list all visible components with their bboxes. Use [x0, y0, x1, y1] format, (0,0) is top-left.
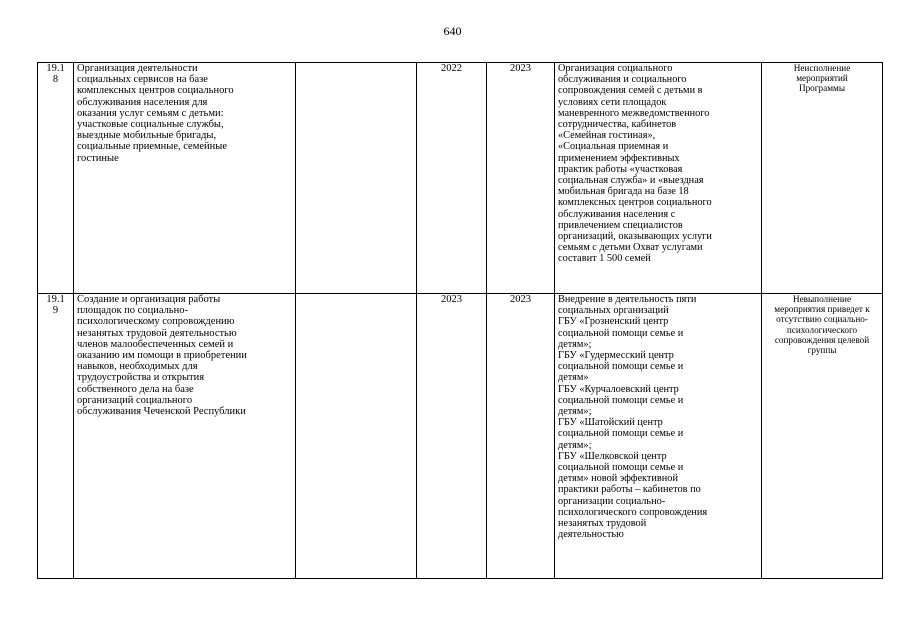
- expected-result-line: социальных организаций: [558, 305, 669, 317]
- measure-name-line: Создание и организация работы: [77, 294, 221, 305]
- expected-result-line: социальная служба» и «выездная: [558, 175, 704, 187]
- measure-name-line: выездные мобильные бригады,: [77, 130, 217, 142]
- expected-result-line: ГБУ «Шелковской центр: [558, 450, 667, 462]
- measure-name-line: трудоустройства и открытия: [77, 372, 205, 384]
- measure-name-line: гостиные: [77, 152, 119, 164]
- measure-name-line: комплексных центров социального: [77, 85, 234, 97]
- expected-result-line: социальной помощи семье и: [558, 394, 684, 406]
- expected-result-line: детям»;: [558, 338, 592, 350]
- expected-result-line: ГБУ «Курчалоевский центр: [558, 383, 679, 395]
- measure-name-line: социальные приемные, семейные: [77, 141, 227, 153]
- non-fulfillment-consequences-line: Неисполнение: [793, 63, 851, 73]
- expected-result-line: психологического сопровождения: [558, 506, 708, 518]
- expected-result-line: практики работы – кабинетов по: [558, 484, 701, 496]
- executor-cell: [296, 63, 417, 294]
- expected-result-line: привлечением специалистов: [558, 219, 683, 231]
- expected-result-line: «Семейная гостиная»,: [558, 130, 656, 142]
- item-number-line: 9: [52, 305, 59, 317]
- measure-name: [74, 294, 296, 579]
- measure-name-line: незанятых трудовой деятельностью: [77, 327, 237, 339]
- item-number: [38, 63, 74, 294]
- executor-cell: [296, 294, 417, 579]
- expected-result-line: организации социально-: [558, 495, 666, 507]
- expected-result-line: ГБУ «Грозненский центр: [558, 316, 669, 328]
- expected-result-line: условиях сети площадок: [558, 96, 667, 108]
- expected-result-line: деятельностью: [558, 529, 624, 541]
- item-number-line: 19.1: [46, 294, 65, 305]
- table-row: [38, 63, 883, 294]
- measure-name-line: организаций социального: [77, 394, 193, 406]
- end-year: 2023: [487, 63, 555, 294]
- expected-result-line: мобильная бригада на базе 18: [558, 186, 689, 198]
- expected-result-line: детям»: [558, 372, 589, 384]
- expected-result-line: комплексных центров социального: [558, 197, 712, 209]
- non-fulfillment-consequences-line: Программы: [798, 83, 846, 94]
- measure-name-line: психологическому сопровождению: [77, 316, 235, 328]
- expected-result: [555, 63, 762, 294]
- expected-result-line: применением эффективных: [558, 152, 680, 164]
- expected-result-line: «Социальная приемная и: [558, 141, 669, 153]
- measure-name-line: участковые социальные службы,: [77, 119, 224, 131]
- expected-result-line: маневренного межведомственного: [558, 107, 710, 119]
- measure-name-line: членов малообеспеченных семей и: [77, 338, 234, 350]
- expected-result-line: незанятых трудовой: [558, 518, 647, 530]
- expected-result-line: ГБУ «Гудермесский центр: [558, 350, 674, 362]
- expected-result-line: семьям с детьми Охват услугами: [558, 242, 703, 254]
- measures-table: [37, 62, 883, 579]
- expected-result-line: сопровождения семей с детьми в: [558, 85, 703, 97]
- non-fulfillment-consequences-line: отсутствию социально-: [776, 314, 868, 325]
- measure-name-line: Организация деятельности: [77, 63, 198, 74]
- item-number: [38, 294, 74, 579]
- expected-result-line: социальной помощи семье и: [558, 361, 684, 373]
- measure-name-line: площадок по социально-: [77, 305, 188, 317]
- expected-result-line: детям» новой эффективной: [558, 473, 678, 485]
- page-number: 640: [443, 24, 462, 38]
- non-fulfillment-consequences: [762, 63, 883, 294]
- measure-name-line: обслуживания населения для: [77, 96, 208, 108]
- expected-result-line: Организация социального: [558, 63, 673, 74]
- measure-name-line: обслуживания Чеченской Республики: [77, 406, 246, 418]
- non-fulfillment-consequences-line: сопровождения целевой: [774, 334, 870, 345]
- expected-result-line: практик работы «участковая: [558, 163, 683, 175]
- item-number-line: 8: [52, 74, 59, 86]
- measure-name-line: оказанию им помощи в приобретении: [77, 350, 247, 362]
- start-year: 2023: [417, 294, 487, 579]
- non-fulfillment-consequences-line: Невыполнение: [792, 294, 852, 304]
- expected-result-line: социальной помощи семье и: [558, 462, 684, 474]
- non-fulfillment-consequences-line: группы: [807, 345, 837, 356]
- non-fulfillment-consequences-line: психологического: [786, 324, 858, 335]
- table-row: [38, 294, 883, 579]
- non-fulfillment-consequences-line: мероприятий: [796, 73, 848, 84]
- expected-result: [555, 294, 762, 579]
- expected-result-line: организаций, оказывающих услуги: [558, 231, 712, 243]
- expected-result-line: составит 1 500 семей: [558, 253, 651, 265]
- expected-result-line: сотрудничества, кабинетов: [558, 119, 677, 131]
- measure-name-line: оказания услуг семьям с детьми:: [77, 107, 224, 119]
- start-year: 2022: [417, 63, 487, 294]
- expected-result-line: ГБУ «Шатойский центр: [558, 417, 663, 429]
- measure-name-line: собственного дела на базе: [77, 383, 194, 395]
- expected-result-line: детям»;: [558, 406, 592, 418]
- expected-result-line: обслуживания населения с: [558, 208, 676, 220]
- measure-name: [74, 63, 296, 294]
- end-year: 2023: [487, 294, 555, 579]
- expected-result-line: детям»;: [558, 439, 592, 451]
- expected-result-line: обслуживания и социального: [558, 74, 687, 86]
- expected-result-line: Внедрение в деятельность пяти: [558, 294, 697, 305]
- item-number-line: 19.1: [46, 63, 65, 74]
- non-fulfillment-consequences: [762, 294, 883, 579]
- expected-result-line: социальной помощи семье и: [558, 428, 684, 440]
- measure-name-line: социальных сервисов на базе: [77, 74, 208, 86]
- non-fulfillment-consequences-line: мероприятия приведет к: [774, 304, 870, 315]
- expected-result-line: социальной помощи семье и: [558, 327, 684, 339]
- measure-name-line: навыков, необходимых для: [77, 361, 198, 373]
